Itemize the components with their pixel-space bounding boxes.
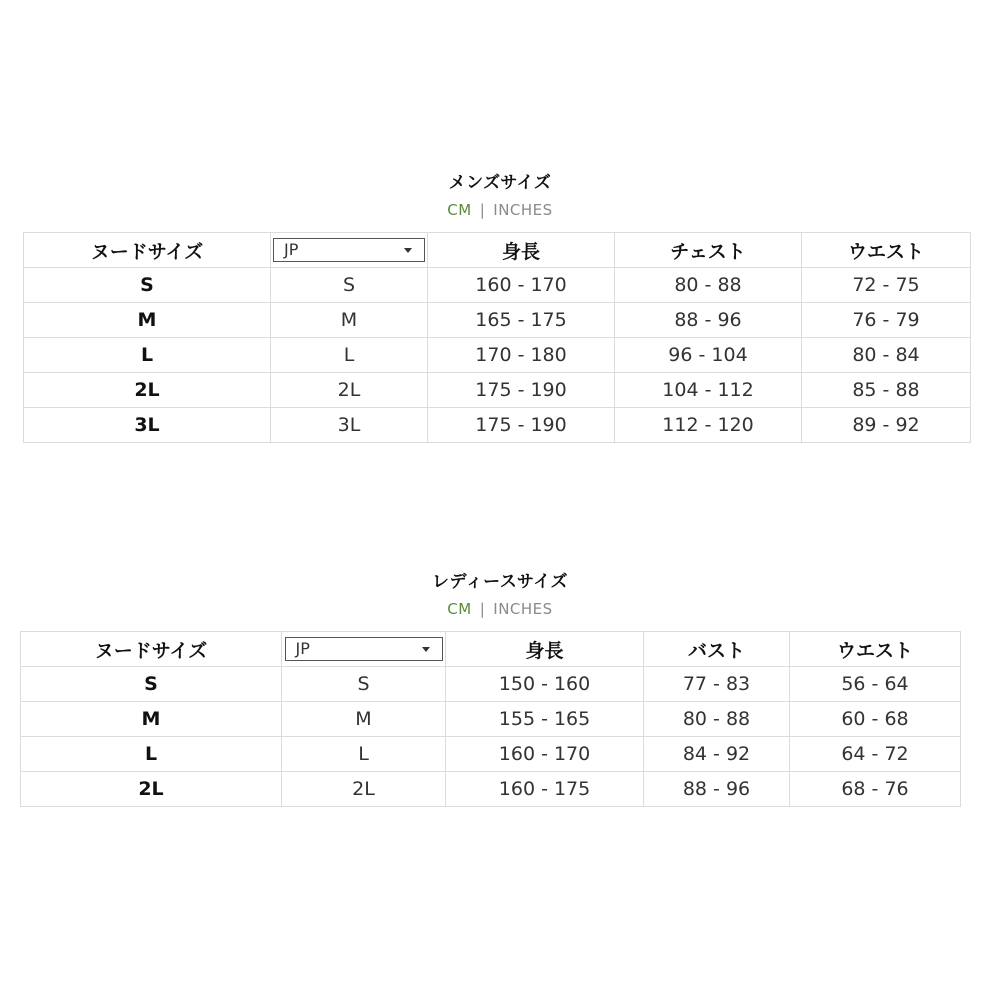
nude-size-cell: L xyxy=(24,338,271,373)
table-row xyxy=(24,338,971,373)
ladies-size-system-select[interactable] xyxy=(285,637,443,661)
ladies-header-waist: ウエスト xyxy=(790,632,961,667)
ladies-unit-cm[interactable]: CM xyxy=(447,600,472,618)
chest-cell: 112 - 120 xyxy=(615,408,802,443)
nude-size-cell: 3L xyxy=(24,408,271,443)
height-cell: 150 - 160 xyxy=(446,667,644,702)
nude-size-cell: 2L xyxy=(21,772,282,807)
waist-cell: 68 - 76 xyxy=(790,772,961,807)
ladies-unit-separator: | xyxy=(479,600,486,618)
chest-cell: 88 - 96 xyxy=(615,303,802,338)
ladies-size-table xyxy=(20,631,961,807)
mens-unit-toggle xyxy=(0,201,1000,219)
height-cell: 160 - 175 xyxy=(446,772,644,807)
nude-size-cell: 2L xyxy=(24,373,271,408)
table-row xyxy=(24,408,971,443)
table-row xyxy=(24,373,971,408)
table-row xyxy=(21,667,961,702)
ladies-header-select-cell xyxy=(282,632,446,667)
waist-cell: 76 - 79 xyxy=(802,303,971,338)
table-row xyxy=(21,772,961,807)
jp-size-cell: 3L xyxy=(271,408,428,443)
mens-size-system-value: JP xyxy=(284,240,299,259)
ladies-unit-inches[interactable]: INCHES xyxy=(493,600,553,618)
bust-cell: 77 - 83 xyxy=(644,667,790,702)
jp-size-cell: M xyxy=(282,702,446,737)
ladies-header-nude: ヌードサイズ xyxy=(21,632,282,667)
waist-cell: 56 - 64 xyxy=(790,667,961,702)
nude-size-cell: M xyxy=(24,303,271,338)
table-row xyxy=(21,702,961,737)
waist-cell: 80 - 84 xyxy=(802,338,971,373)
jp-size-cell: 2L xyxy=(271,373,428,408)
jp-size-cell: 2L xyxy=(282,772,446,807)
table-row xyxy=(24,268,971,303)
chest-cell: 104 - 112 xyxy=(615,373,802,408)
ladies-header-height: 身長 xyxy=(446,632,644,667)
height-cell: 160 - 170 xyxy=(428,268,615,303)
jp-size-cell: L xyxy=(282,737,446,772)
waist-cell: 72 - 75 xyxy=(802,268,971,303)
height-cell: 165 - 175 xyxy=(428,303,615,338)
height-cell: 175 - 190 xyxy=(428,373,615,408)
waist-cell: 89 - 92 xyxy=(802,408,971,443)
ladies-size-system-value: JP xyxy=(295,639,310,658)
jp-size-cell: M xyxy=(271,303,428,338)
mens-size-title: メンズサイズ xyxy=(448,173,552,193)
nude-size-cell: M xyxy=(21,702,282,737)
height-cell: 170 - 180 xyxy=(428,338,615,373)
jp-size-cell: S xyxy=(282,667,446,702)
waist-cell: 60 - 68 xyxy=(790,702,961,737)
mens-header-height: 身長 xyxy=(428,233,615,268)
mens-header-waist: ウエスト xyxy=(802,233,971,268)
mens-size-system-select[interactable] xyxy=(273,238,425,262)
nude-size-cell: S xyxy=(21,667,282,702)
mens-unit-separator: | xyxy=(479,201,486,219)
height-cell: 175 - 190 xyxy=(428,408,615,443)
jp-size-cell: L xyxy=(271,338,428,373)
chevron-down-icon xyxy=(422,647,430,652)
bust-cell: 88 - 96 xyxy=(644,772,790,807)
ladies-header-bust: バスト xyxy=(644,632,790,667)
table-row xyxy=(24,303,971,338)
jp-size-cell: S xyxy=(271,268,428,303)
waist-cell: 64 - 72 xyxy=(790,737,961,772)
mens-unit-cm[interactable]: CM xyxy=(447,201,472,219)
ladies-header-row xyxy=(21,632,961,667)
ladies-size-title: レディースサイズ xyxy=(431,572,569,592)
height-cell: 155 - 165 xyxy=(446,702,644,737)
chest-cell: 80 - 88 xyxy=(615,268,802,303)
waist-cell: 85 - 88 xyxy=(802,373,971,408)
mens-header-select-cell xyxy=(271,233,428,268)
mens-size-table xyxy=(23,232,971,443)
bust-cell: 80 - 88 xyxy=(644,702,790,737)
chest-cell: 96 - 104 xyxy=(615,338,802,373)
height-cell: 160 - 170 xyxy=(446,737,644,772)
mens-header-row xyxy=(24,233,971,268)
mens-unit-inches[interactable]: INCHES xyxy=(493,201,553,219)
mens-header-nude: ヌードサイズ xyxy=(24,233,271,268)
nude-size-cell: S xyxy=(24,268,271,303)
nude-size-cell: L xyxy=(21,737,282,772)
chevron-down-icon xyxy=(404,248,412,253)
ladies-unit-toggle xyxy=(0,600,1000,618)
mens-header-chest: チェスト xyxy=(615,233,802,268)
bust-cell: 84 - 92 xyxy=(644,737,790,772)
table-row xyxy=(21,737,961,772)
